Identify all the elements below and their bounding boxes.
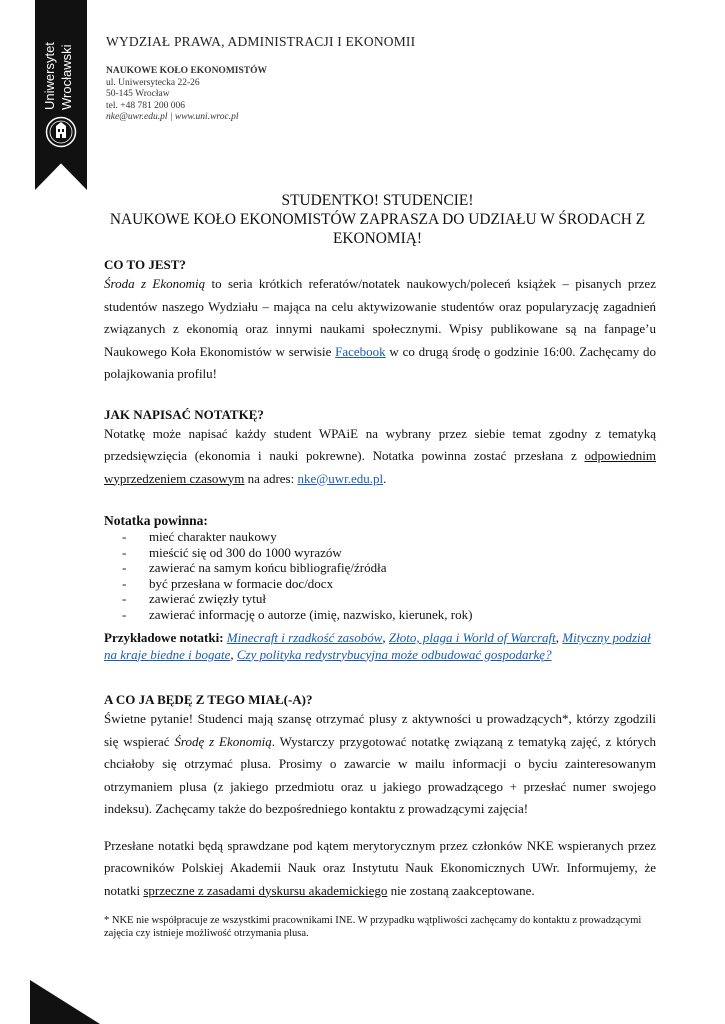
faculty-name: WYDZIAŁ PRAWA, ADMINISTRACJI I EKONOMII bbox=[106, 34, 416, 49]
contact-block bbox=[106, 66, 267, 124]
list-item: - być przesłana w formacie doc/docx bbox=[104, 576, 656, 592]
title-line2: NAUKOWE KOŁO EKONOMISTÓW ZAPRASZA DO UDZIAŁU W ŚRODACH Z EKONOMIĄ! bbox=[109, 211, 646, 247]
paragraph-how-text-end: . bbox=[383, 470, 387, 486]
heading-what: CO TO JEST? bbox=[104, 257, 186, 272]
paragraph-reward-text: Świetne pytanie! Studenci mają szansę otrzymać plusy z aktywności u prowadzących*, którzy zgodzili się wspierać bbox=[104, 711, 656, 749]
contact-street: ul. Uniwersytecka 22-26 bbox=[106, 77, 200, 88]
separator: , bbox=[382, 630, 389, 645]
paragraph-how-text-mid: na adres: bbox=[244, 470, 298, 486]
paragraph-reward-text-end: . Wystarczy przygotować notatkę związaną z tematyką zajęć, z których chciałoby się otrzymać plusa. Prosimy o zawarcie w mailu informacji o byciu zainteresowanym otrzymaniem plusa (z jakiego przedmiotu oraz u jakiego prowadzącego + przesłać numer swojego indeksu). Zachęcamy także do bezpośredniego kontaktu z prowadzącymi zajęcia! bbox=[104, 733, 657, 816]
email-link[interactable]: nke@uwr.edu.pl bbox=[297, 470, 384, 486]
paragraph-reward bbox=[104, 708, 656, 821]
contact-web: nke@uwr.edu.pl | www.uni.wroc.pl bbox=[106, 112, 239, 122]
list-item: - mieć charakter naukowy bbox=[104, 529, 656, 545]
title-line1: STUDENTKO! STUDENCIE! bbox=[281, 192, 474, 209]
requirements-list bbox=[104, 529, 656, 622]
list-item: - mieścić się od 300 do 1000 wyrazów bbox=[104, 545, 656, 561]
deadline-note: odpowiednim wyprzedzeniem czasowym bbox=[104, 448, 656, 486]
paragraph-what-text: to seria krótkich referatów/notatek naukowych/poleceń książek – pisanych przez studentów naszego Wydziału – mająca na celu aktywizowanie studentów oraz popularyzację zagadnień związanych z ekonomią oraz innymi naukami społecznymi. Wpisy publikowane są na fanpage’u Naukowego Koła Ekonomistów w serwisie bbox=[104, 276, 656, 359]
rejection-criteria: sprzeczne z zasadami dyskursu akademickiego bbox=[143, 882, 388, 898]
examples-paragraph bbox=[104, 630, 656, 663]
contact-city: 50-145 Wrocław bbox=[106, 89, 170, 99]
facebook-link[interactable]: Facebook bbox=[335, 343, 386, 359]
example-link-warcraft[interactable]: Złoto, plaga i World of Warcraft bbox=[388, 630, 556, 645]
paragraph-review bbox=[104, 835, 656, 903]
main-content bbox=[104, 256, 656, 940]
separator: , bbox=[555, 630, 563, 645]
heading-reward: A CO JA BĘDĘ Z TEGO MIAŁ(-A)? bbox=[104, 692, 313, 707]
paragraph-review-text-end: nie zostaną zaakceptowane. bbox=[387, 882, 535, 898]
separator: , bbox=[230, 646, 237, 662]
paragraph-review-text: Przesłane notatki będą sprawdzane pod kątem merytorycznym przez członków NKE wspieranych przez pracowników Polskiej Akademii Nauk oraz Instytutu Nauk Ekonomicznych UWr. Informujemy, że notatki bbox=[104, 837, 656, 898]
examples-label: Przykładowe notatki: bbox=[104, 630, 224, 645]
paragraph-what bbox=[104, 273, 656, 386]
list-item: - zawierać informację o autorze (imię, nazwisko, kierunek, rok) bbox=[104, 607, 656, 623]
heading-how: JAK NAPISAĆ NOTATKĘ? bbox=[104, 406, 264, 422]
university-name-line1: Uniwersytet bbox=[42, 42, 57, 110]
university-name-line2: Wrocławski bbox=[59, 44, 74, 110]
paragraph-what-text-end: w co drugą środę o godzinie 16:00. Zachęcamy do polajkowania profilu! bbox=[104, 343, 656, 381]
list-item: - zawierać na samym końcu bibliografię/źródła bbox=[104, 560, 656, 576]
footnote: * NKE nie współpracuje ze wszystkimi pracownikami INE. W przypadku wątpliwości zachęcamy do kontaktu z prowadzącymi zajęcia czy istnieje możliwość otrzymania plusa. bbox=[104, 915, 642, 939]
series-name: Środa z Ekonomią bbox=[104, 276, 206, 291]
list-item: - zawierać zwięzły tytuł bbox=[104, 591, 656, 607]
example-link-countries[interactable]: Mityczny podział na kraje biedne i bogate bbox=[104, 630, 651, 662]
club-name: NAUKOWE KOŁO EKONOMISTÓW bbox=[106, 66, 267, 76]
university-crest-icon bbox=[45, 116, 77, 148]
example-link-minecraft[interactable]: Minecraft i rzadkość zasobów bbox=[226, 630, 383, 645]
university-name bbox=[41, 20, 81, 110]
example-link-redistribution[interactable]: Czy polityka redystrybucyjna może odbudować gospodarkę? bbox=[236, 646, 552, 662]
paragraph-how bbox=[104, 423, 656, 491]
heading-requirements: Notatka powinna: bbox=[104, 513, 208, 528]
paragraph-how-text: Notatkę może napisać każdy student WPAiE na wybrany przez siebie temat zgodny z tematyką przedsięwzięcia (ekonomia i nauki pokrewne). Notatka powinna zostać przesłana z bbox=[104, 425, 656, 463]
corner-decoration bbox=[30, 980, 100, 1024]
page-title bbox=[100, 191, 655, 248]
contact-phone: tel. +48 781 200 006 bbox=[106, 100, 185, 111]
series-name: Środę z Ekonomią bbox=[174, 733, 272, 749]
